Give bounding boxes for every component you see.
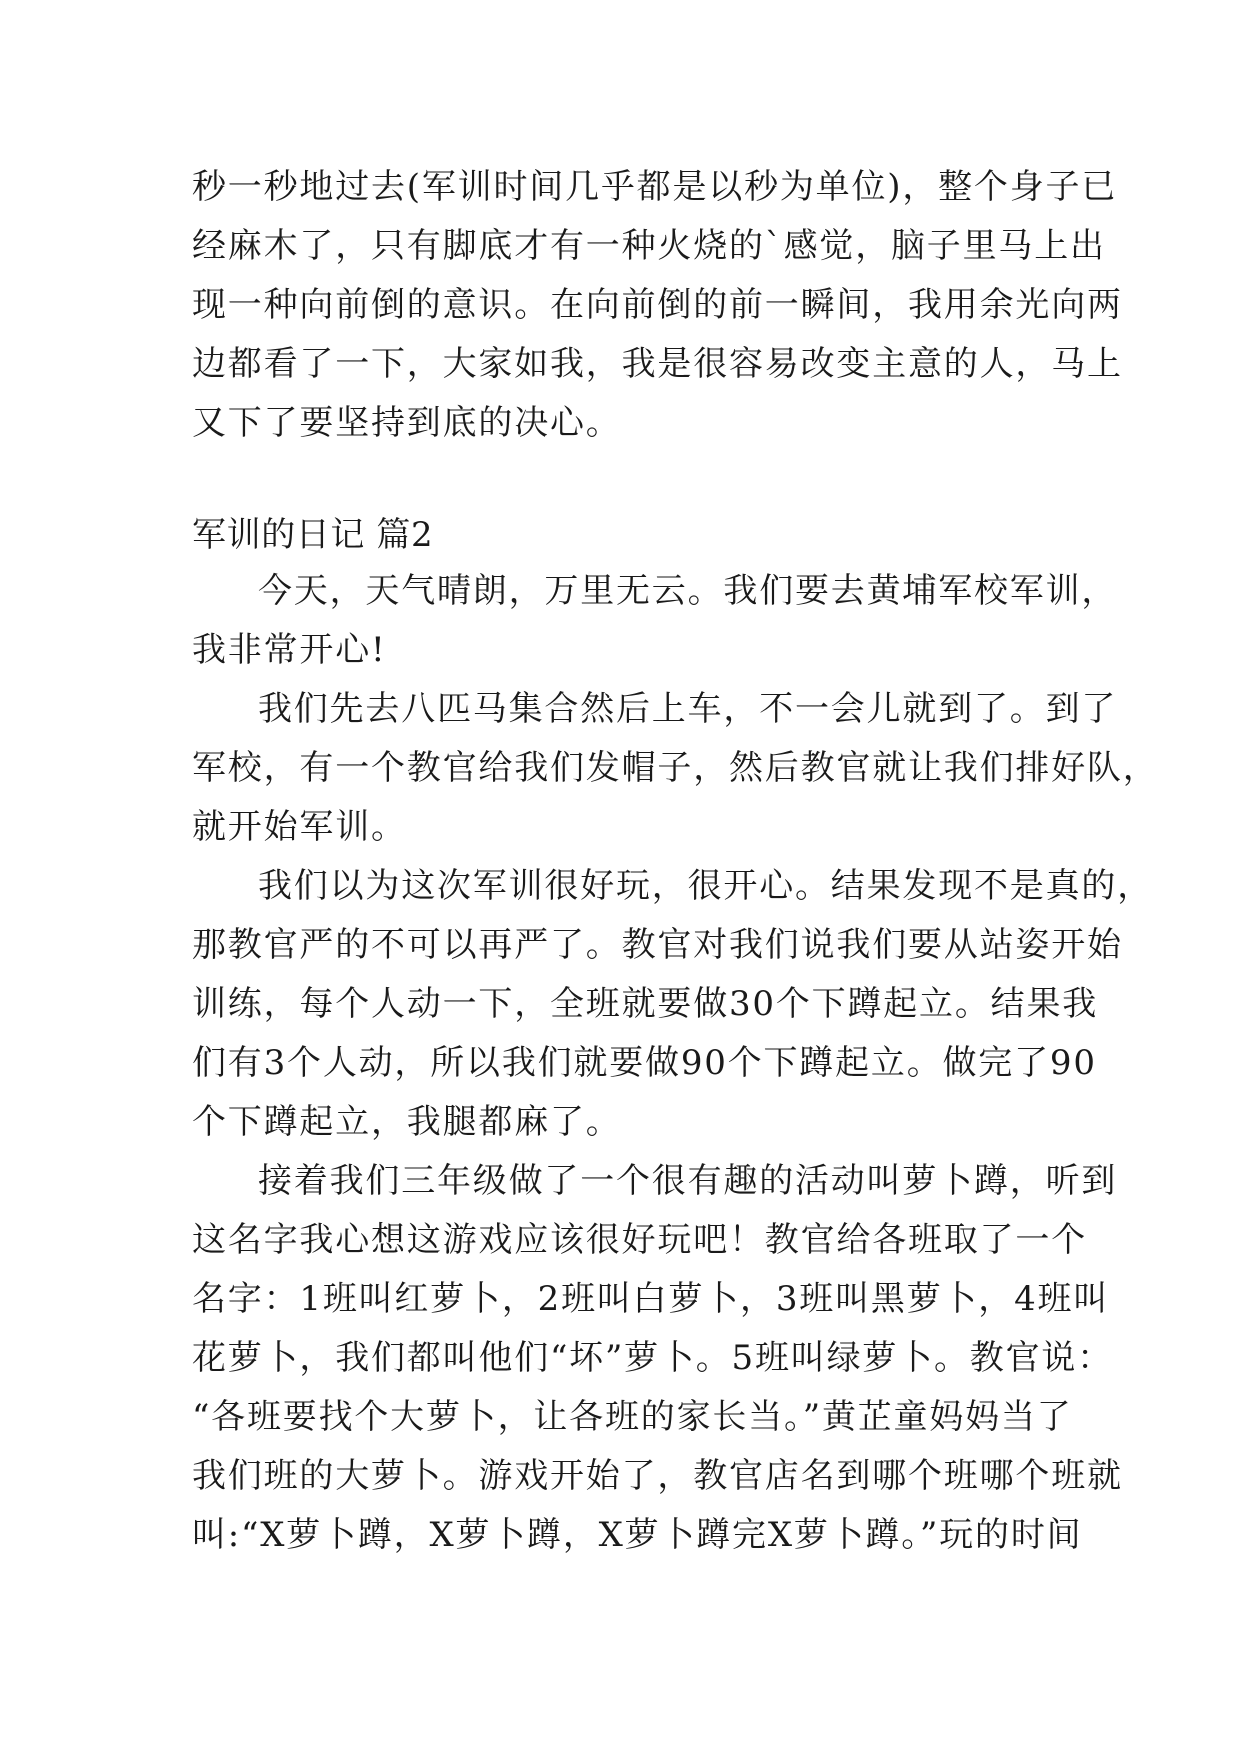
text-line: 名字：1班叫红萝卜，2班叫白萝卜，3班叫黑萝卜，4班叫 bbox=[192, 1279, 1110, 1319]
text-line: 叫:“X萝卜蹲，X萝卜蹲，X萝卜蹲完X萝卜蹲。”玩的时间 bbox=[192, 1515, 1083, 1555]
text-line: 这名字我心想这游戏应该很好玩吧！教官给各班取了一个 bbox=[192, 1220, 1087, 1260]
text-line: 我非常开心! bbox=[192, 630, 387, 670]
paragraph-first-line: 我们先去八匹马集合然后上车，不一会儿就到了。到了 bbox=[258, 689, 1118, 729]
paragraph-first-line: 今天，天气晴朗，万里无云。我们要去黄埔军校军训， bbox=[258, 571, 1118, 611]
text-line: 现一种向前倒的意识。在向前倒的前一瞬间，我用余光向两 bbox=[192, 285, 1123, 325]
text-line: 边都看了一下，大家如我，我是很容易改变主意的人，马上 bbox=[192, 344, 1123, 384]
text-line: 军校，有一个教官给我们发帽子，然后教官就让我们排好队， bbox=[192, 748, 1159, 788]
text-line: “各班要找个大萝卜，让各班的家长当。”黄芷童妈妈当了 bbox=[192, 1397, 1073, 1437]
text-line: 们有3个人动，所以我们就要做90个下蹲起立。做完了90 bbox=[192, 1043, 1097, 1083]
paragraph-first-line: 接着我们三年级做了一个很有趣的活动叫萝卜蹲，听到 bbox=[258, 1161, 1118, 1201]
text-line: 我们班的大萝卜。游戏开始了，教官店名到哪个班哪个班就 bbox=[192, 1456, 1123, 1496]
text-line: 就开始军训。 bbox=[192, 807, 407, 847]
text-line: 又下了要坚持到底的决心。 bbox=[192, 403, 622, 443]
paragraph-first-line: 我们以为这次军训很好玩，很开心。结果发现不是真的， bbox=[258, 866, 1153, 906]
text-line: 个下蹲起立，我腿都麻了。 bbox=[192, 1102, 622, 1142]
text-line: 秒一秒地过去(军训时间几乎都是以秒为单位)，整个身子已 bbox=[192, 167, 1118, 207]
text-line: 经麻木了，只有脚底才有一种火烧的`感觉，脑子里马上出 bbox=[192, 226, 1106, 266]
text-line: 训练，每个人动一下，全班就要做30个下蹲起立。结果我 bbox=[192, 984, 1099, 1024]
text-line: 花萝卜，我们都叫他们“坏”萝卜。5班叫绿萝卜。教官说： bbox=[192, 1338, 1113, 1378]
section-heading: 军训的日记 篇2 bbox=[192, 515, 434, 555]
text-line: 那教官严的不可以再严了。教官对我们说我们要从站姿开始 bbox=[192, 925, 1123, 965]
